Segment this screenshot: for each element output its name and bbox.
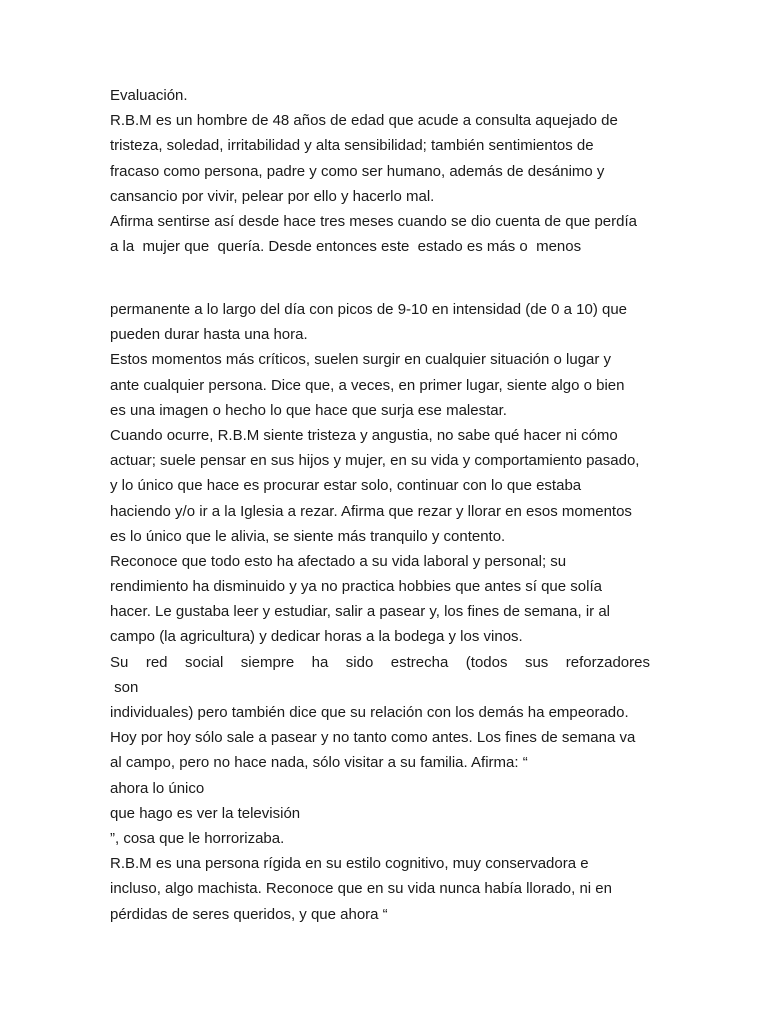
- text-line: ahora lo único: [110, 779, 205, 797]
- text-line: R.B.M es un hombre de 48 años de edad que acude a consulta aquejado de: [110, 112, 618, 130]
- text-line: es lo único que le alivia, se siente más tranquilo y contento.: [110, 527, 506, 545]
- text-line: hacer. Le gustaba leer y estudiar, salir a pasear y, los fines de semana, ir al: [110, 603, 610, 621]
- text-line: al campo, pero no hace nada, sólo visitar a su familia. Afirma: “: [110, 754, 528, 772]
- text-line: Reconoce que todo esto ha afectado a su vida laboral y personal; su: [110, 552, 567, 570]
- text-line: Afirma sentirse así desde hace tres meses cuando se dio cuenta de que perdía: [110, 212, 637, 230]
- text-line: tristeza, soledad, irritabilidad y alta sensibilidad; también sentimientos de: [110, 137, 594, 155]
- text-line: pueden durar hasta una hora.: [110, 326, 308, 344]
- text-line: haciendo y/o ir a la Iglesia a rezar. Afirma que rezar y llorar en esos momentos: [110, 502, 632, 520]
- heading-evaluacion: Evaluación.: [110, 87, 188, 104]
- text-line: y lo único que hace es procurar estar solo, continuar con lo que estaba: [110, 477, 582, 495]
- text-line: permanente a lo largo del día con picos de 9-10 en intensidad (de 0 a 10) que: [110, 301, 628, 318]
- text-line: rendimiento ha disminuido y ya no practica hobbies que antes sí que solía: [110, 578, 602, 596]
- text-line: Cuando ocurre, R.B.M siente tristeza y angustia, no sabe qué hacer ni cómo: [110, 426, 618, 444]
- text-line: campo (la agricultura) y dedicar horas a la bodega y los vinos.: [110, 628, 523, 646]
- text-line: fracaso como persona, padre y como ser humano, además de desánimo y: [110, 162, 605, 180]
- text-line: ”, cosa que le horrorizaba.: [110, 829, 285, 847]
- text-block-1: [110, 83, 670, 259]
- text-line: cansancio por vivir, pelear por ello y hacerlo mal.: [110, 187, 435, 205]
- text-line: individuales) pero también dice que su relación con los demás ha empeorado.: [110, 704, 629, 721]
- text-line: ante cualquier persona. Dice que, a veces, en primer lugar, siente algo o bien: [110, 376, 625, 394]
- text-line: Estos momentos más críticos, suelen surgir en cualquier situación o lugar y: [110, 351, 612, 369]
- text-line: actuar; suele pensar en sus hijos y mujer, en su vida y comportamiento pasado,: [110, 452, 640, 470]
- text-line: R.B.M es una persona rígida en su estilo cognitivo, muy conservadora e: [110, 855, 589, 873]
- text-line: a la mujer que quería. Desde entonces este estado es más o menos: [110, 238, 582, 256]
- text-line: son: [110, 678, 139, 696]
- text-line: pérdidas de seres queridos, y que ahora “: [110, 905, 388, 923]
- text-block-2: [110, 297, 670, 927]
- text-line: incluso, algo machista. Reconoce que en su vida nunca había llorado, ni en: [110, 880, 612, 898]
- text-line: que hago es ver la televisión: [110, 804, 301, 822]
- text-line-justified: Su red social siempre ha sido estrecha (todos sus reforzadores: [110, 653, 650, 671]
- text-line: es una imagen o hecho lo que hace que surja ese malestar.: [110, 401, 507, 419]
- text-line: Hoy por hoy sólo sale a pasear y no tanto como antes. Los fines de semana va: [110, 729, 636, 747]
